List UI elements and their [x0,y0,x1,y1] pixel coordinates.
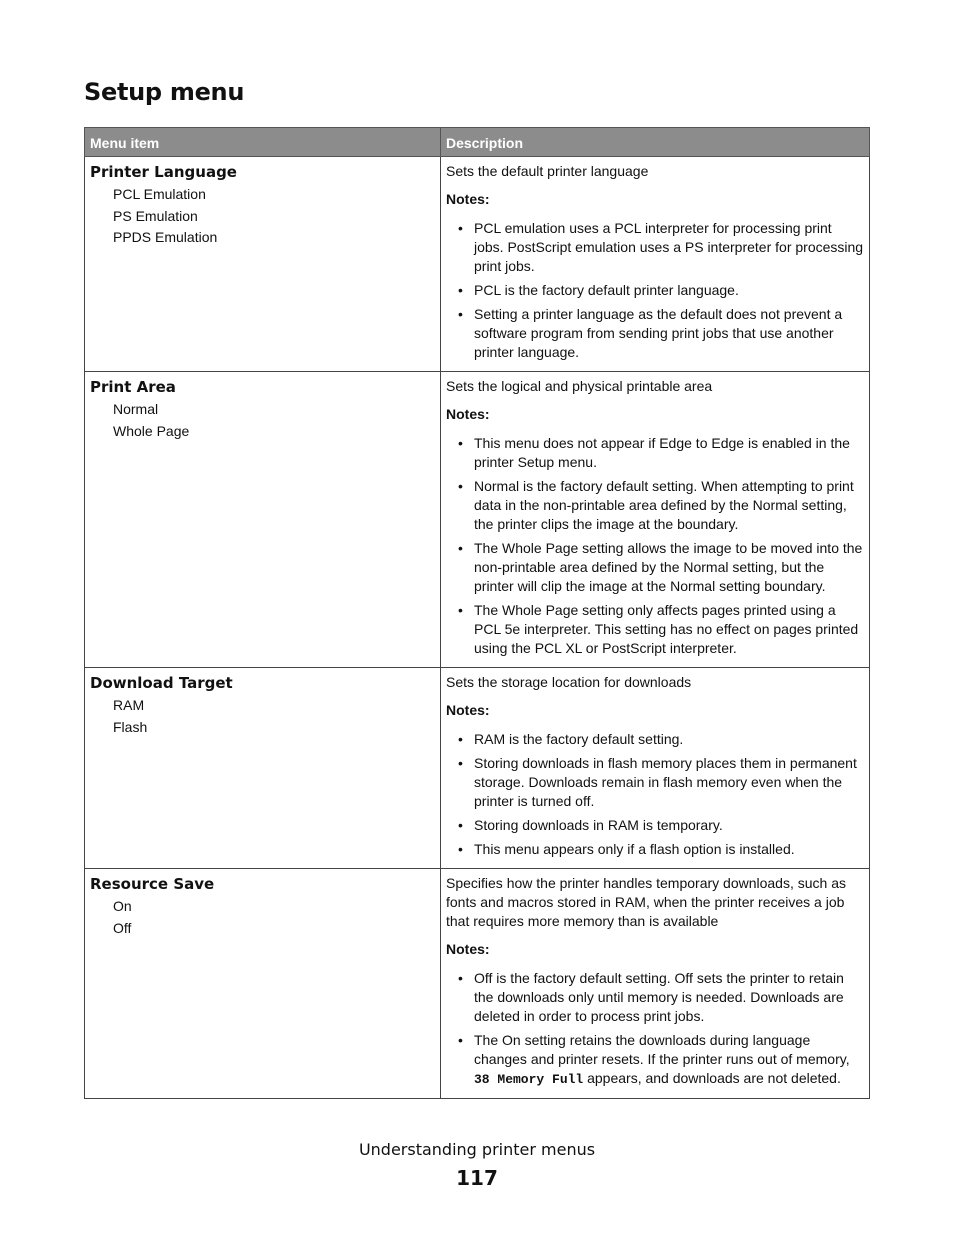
error-message-code: 38 Memory Full [474,1072,584,1087]
bullet-icon: • [458,435,463,451]
note-item [446,969,864,1026]
bullet-icon: • [458,478,463,494]
description-cell [441,157,870,372]
note-item [446,754,864,811]
note-item [446,281,864,300]
table-row [85,372,870,668]
note-text: PCL is the factory default printer language. [474,282,739,298]
menu-item-cell [85,668,441,869]
option-item: PCL Emulation [113,186,206,202]
option-list [90,184,435,249]
notes-label: Notes: [446,702,490,718]
bullet-icon: • [458,1032,463,1048]
option-item: PS Emulation [113,207,198,224]
note-item [446,305,864,362]
note-text: The Whole Page setting only affects pages printed using a PCL 5e interpreter. This setting has no effect on pages printed using the PCL XL or PostScript interpreter. [474,602,859,656]
note-item [446,601,864,658]
bullet-icon: • [458,970,463,986]
notes-list [446,434,864,658]
option-list [90,399,435,442]
bullet-icon: • [458,841,463,857]
option-list [90,695,435,738]
note-item [446,477,864,534]
option-item: On [113,898,132,914]
menu-item-cell [85,372,441,668]
bullet-icon: • [458,306,463,322]
note-text: RAM is the factory default setting. [474,731,684,747]
note-text: Off is the factory default setting. Off sets the printer to retain the downloads only until memory is needed. Downloads are deleted in order to process print jobs. [474,970,844,1024]
bullet-icon: • [458,755,463,771]
bullet-icon: • [458,817,463,833]
note-item [446,434,864,472]
bullet-icon: • [458,602,463,618]
footer-section-title: Understanding printer menus [358,1140,596,1159]
table-header-row [85,128,870,157]
header-description: Description [441,128,870,157]
note-text: Setting a printer language as the default does not prevent a software program from sending print jobs that use another printer language. [474,306,843,360]
menu-item-name: Download Target [90,674,233,692]
table-row [85,668,870,869]
page-title: Setup menu [84,78,245,106]
note-item [446,539,864,596]
note-text: This menu does not appear if Edge to Edge is enabled in the printer Setup menu. [474,435,850,470]
page-number: 117 [456,1166,498,1190]
menu-item-cell [85,869,441,1099]
note-text-tail: appears, and downloads are not deleted. [583,1070,841,1086]
option-item: RAM [113,697,145,713]
notes-label: Notes: [446,941,490,957]
description-text: Specifies how the printer handles temporary downloads, such as fonts and macros stored in RAM, when the printer receives a job that requires more memory than is available [446,875,846,929]
bullet-icon: • [458,731,463,747]
description-cell [441,668,870,869]
option-item: Normal [113,401,159,417]
menu-item-cell [85,157,441,372]
option-item: Whole Page [113,422,190,439]
note-text: Storing downloads in flash memory places them in permanent storage. Downloads remain in flash memory even when the printer is turned off. [474,755,857,809]
description-text: Sets the storage location for downloads [446,674,692,690]
option-list [90,896,435,939]
description-cell [441,372,870,668]
table-row [85,869,870,1099]
note-item [446,219,864,276]
notes-label: Notes: [446,191,490,207]
note-text: Normal is the factory default setting. When attempting to print data in the non-printable area defined by the Normal setting, the printer clips the image at the boundary. [474,478,854,532]
setup-menu-table [84,127,870,1099]
notes-list [446,730,864,859]
bullet-icon: • [458,220,463,236]
description-cell [441,869,870,1099]
option-item: PPDS Emulation [113,229,218,245]
note-text: Storing downloads in RAM is temporary. [474,817,723,833]
note-text: The On setting retains the downloads during language changes and printer resets. If the printer runs out of memory, [474,1032,850,1067]
option-item: Flash [113,718,148,735]
table-row [85,157,870,372]
menu-item-name: Printer Language [90,163,237,181]
menu-item-name: Resource Save [90,875,215,893]
note-item [446,730,864,749]
notes-list [446,219,864,362]
menu-item-name: Print Area [90,378,176,396]
bullet-icon: • [458,540,463,556]
option-item: Off [113,919,132,936]
note-text: PCL emulation uses a PCL interpreter for processing print jobs. PostScript emulation uses a PS interpreter for processing print jobs. [474,220,864,274]
note-text: The Whole Page setting allows the image to be moved into the non-printable area defined by the Normal setting, but the printer will clip the image at the Normal setting boundary. [474,540,863,594]
note-item [446,1031,864,1089]
note-item [446,816,864,835]
header-menu-item: Menu item [85,128,441,157]
bullet-icon: • [458,282,463,298]
note-item [446,840,864,859]
description-text: Sets the default printer language [446,163,649,179]
description-text: Sets the logical and physical printable area [446,378,713,394]
note-text: This menu appears only if a flash option is installed. [474,841,795,857]
notes-list [446,969,864,1089]
notes-label: Notes: [446,406,490,422]
